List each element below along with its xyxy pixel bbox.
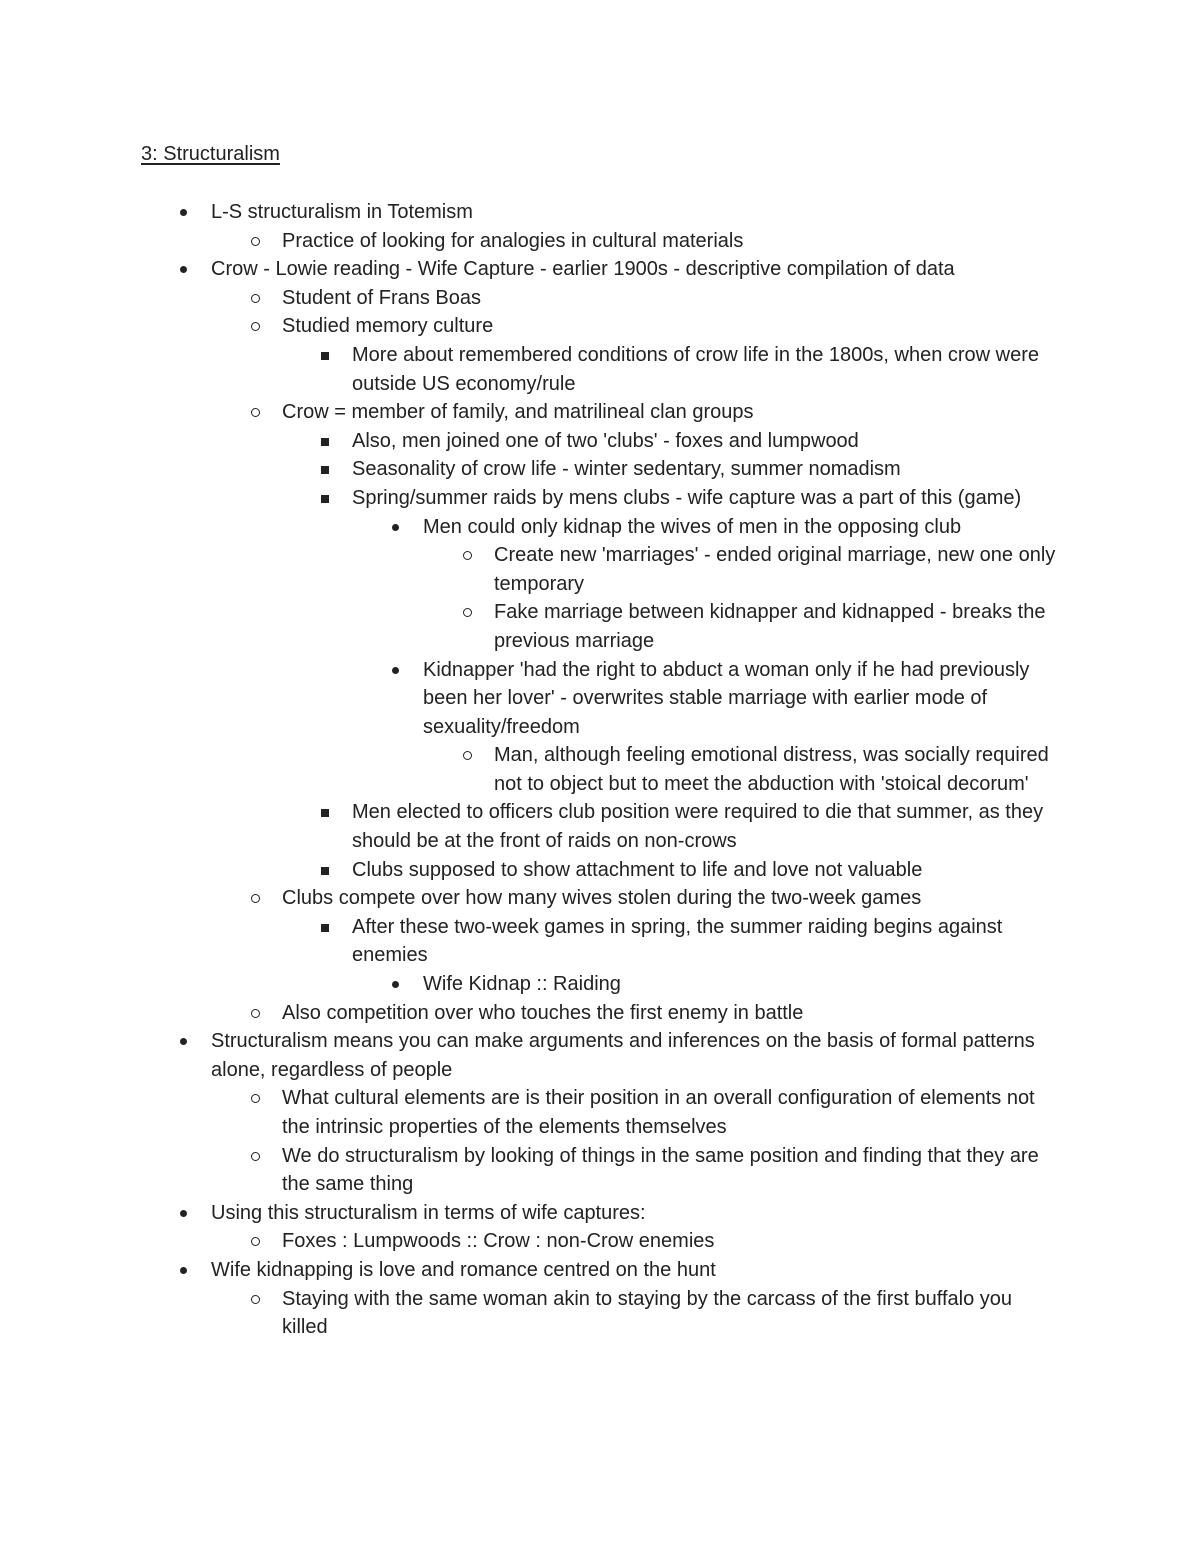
disc-icon bbox=[389, 513, 403, 542]
list-item bbox=[423, 970, 1063, 999]
square-icon bbox=[318, 856, 332, 885]
list-item bbox=[282, 999, 1062, 1028]
list-item bbox=[282, 884, 1062, 913]
list-item-text: Wife kidnapping is love and romance centred on the hunt bbox=[211, 1258, 716, 1281]
list-item bbox=[494, 541, 1064, 598]
list-item bbox=[352, 913, 1062, 970]
list-item bbox=[211, 1256, 1061, 1285]
list-item-text: Using this structuralism in terms of wife captures: bbox=[211, 1201, 646, 1224]
list-item-text: Also competition over who touches the first enemy in battle bbox=[282, 1001, 804, 1024]
list-item bbox=[282, 1084, 1062, 1141]
circle-icon bbox=[248, 227, 262, 256]
list-item bbox=[352, 798, 1062, 855]
list-item-text: Clubs supposed to show attachment to life and love not valuable bbox=[352, 858, 923, 881]
list-item-text: We do structuralism by looking of things in the same position and finding that they are the same thing bbox=[282, 1144, 1039, 1196]
list-item bbox=[494, 598, 1064, 655]
list-item bbox=[282, 284, 1062, 313]
list-item-text: Also, men joined one of two 'clubs' - foxes and lumpwood bbox=[352, 429, 859, 452]
list-item-text: After these two-week games in spring, the summer raiding begins against enemies bbox=[352, 915, 1003, 967]
list-item-text: Practice of looking for analogies in cultural materials bbox=[282, 229, 744, 252]
list-item bbox=[211, 1027, 1061, 1084]
square-icon bbox=[318, 427, 332, 456]
list-item bbox=[282, 1142, 1062, 1199]
list-item-text: Structuralism means you can make arguments and inferences on the basis of formal patterns alone, regardless of people bbox=[211, 1030, 1035, 1081]
list-item bbox=[211, 1199, 1061, 1228]
list-item bbox=[352, 455, 1062, 484]
circle-icon bbox=[248, 999, 262, 1028]
list-item bbox=[423, 513, 1063, 542]
square-icon bbox=[318, 455, 332, 484]
list-item bbox=[352, 341, 1062, 398]
list-item bbox=[282, 312, 1062, 341]
list-item-text: Clubs compete over how many wives stolen during the two-week games bbox=[282, 887, 922, 910]
list-item-text: Studied memory culture bbox=[282, 315, 494, 338]
list-item-text: More about remembered conditions of crow life in the 1800s, when crow were outside US economy/rule bbox=[352, 343, 1040, 395]
list-item bbox=[352, 856, 1062, 885]
circle-icon bbox=[248, 1227, 262, 1256]
disc-icon bbox=[177, 255, 191, 284]
list-item-text: Crow - Lowie reading - Wife Capture - earlier 1900s - descriptive compilation of data bbox=[211, 258, 955, 281]
list-item-text: Fake marriage between kidnapper and kidnapped - breaks the previous marriage bbox=[494, 601, 1046, 652]
list-item-text: Create new 'marriages' - ended original marriage, new one only temporary bbox=[494, 544, 1056, 595]
square-icon bbox=[318, 913, 332, 942]
list-item bbox=[211, 198, 1061, 227]
list-item bbox=[352, 484, 1062, 513]
circle-icon bbox=[460, 541, 474, 570]
square-icon bbox=[318, 798, 332, 827]
list-item-text: Kidnapper 'had the right to abduct a woman only if he had previously been her lover' - overwrites stable marriage with earlier mode of sexuality/freedom bbox=[423, 658, 1030, 738]
circle-icon bbox=[248, 1142, 262, 1171]
circle-icon bbox=[460, 598, 474, 627]
list-item bbox=[494, 741, 1064, 798]
list-item-text: What cultural elements are is their position in an overall configuration of elements not the intrinsic properties of the elements themselves bbox=[282, 1087, 1035, 1138]
list-item-text: Men could only kidnap the wives of men in the opposing club bbox=[423, 515, 962, 538]
list-item-text: Seasonality of crow life - winter sedentary, summer nomadism bbox=[352, 458, 901, 481]
circle-icon bbox=[248, 1285, 262, 1314]
square-icon bbox=[318, 341, 332, 370]
list-item-text: Foxes : Lumpwoods :: Crow : non-Crow enemies bbox=[282, 1230, 715, 1253]
disc-icon bbox=[177, 1256, 191, 1285]
bullet-outline bbox=[0, 198, 1200, 1342]
list-item bbox=[282, 227, 1062, 256]
disc-icon bbox=[177, 1027, 191, 1056]
disc-icon bbox=[389, 656, 403, 685]
circle-icon bbox=[248, 284, 262, 313]
circle-icon bbox=[248, 398, 262, 427]
list-item bbox=[282, 398, 1062, 427]
list-item-text: Man, although feeling emotional distress, was socially required not to object but to meet the abduction with 'stoical decorum' bbox=[494, 744, 1049, 795]
list-item bbox=[423, 656, 1063, 742]
list-item bbox=[211, 255, 1061, 284]
disc-icon bbox=[389, 970, 403, 999]
document-title: 3: Structuralism bbox=[141, 143, 280, 165]
circle-icon bbox=[248, 884, 262, 913]
list-item-text: Spring/summer raids by mens clubs - wife capture was a part of this (game) bbox=[352, 486, 1022, 509]
list-item-text: Crow = member of family, and matrilineal clan groups bbox=[282, 401, 754, 424]
list-item-text: L-S structuralism in Totemism bbox=[211, 201, 473, 223]
circle-icon bbox=[248, 312, 262, 341]
list-item-text: Wife Kidnap :: Raiding bbox=[423, 973, 621, 996]
disc-icon bbox=[177, 198, 191, 227]
list-item bbox=[352, 427, 1062, 456]
list-item-text: Men elected to officers club position were required to die that summer, as they should be at the front of raids on non-crows bbox=[352, 801, 1044, 853]
list-item-text: Staying with the same woman akin to staying by the carcass of the first buffalo you killed bbox=[282, 1287, 1013, 1339]
circle-icon bbox=[460, 741, 474, 770]
disc-icon bbox=[177, 1199, 191, 1228]
list-item bbox=[282, 1285, 1062, 1342]
list-item bbox=[282, 1227, 1062, 1256]
list-item-text: Student of Frans Boas bbox=[282, 286, 482, 309]
circle-icon bbox=[248, 1084, 262, 1113]
square-icon bbox=[318, 484, 332, 513]
